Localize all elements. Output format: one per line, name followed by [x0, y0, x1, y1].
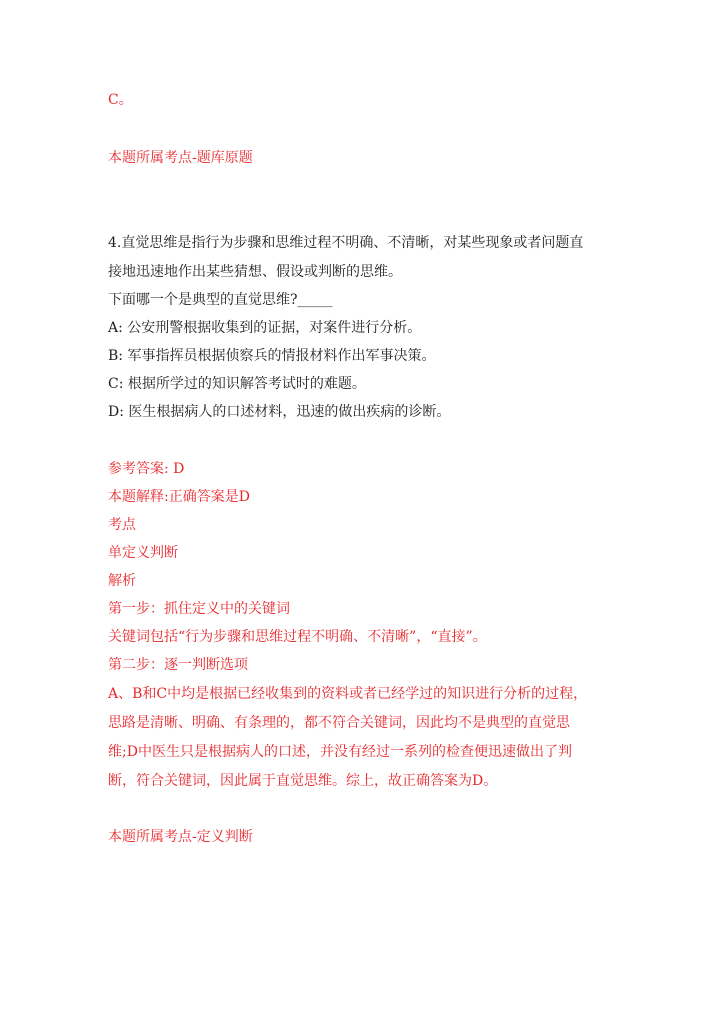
option-b: B: 军事指挥员根据侦察兵的情报材料作出军事决策。 [108, 348, 436, 364]
previous-answer-tail: C。 [108, 92, 133, 108]
explanation-summary: 本题解释:正确答案是D [108, 489, 250, 505]
step-1-title: 第一步：抓住定义中的关键词 [108, 601, 290, 617]
previous-source-tag: 本题所属考点-题库原题 [108, 150, 253, 166]
step-2-line-3: 维;D中医生只是根据病人的口述，并没有经过一系列的检查便迅速做出了判 [108, 744, 572, 760]
step-2-line-1: A、B和C中均是根据已经收集到的资料或者已经学过的知识进行分析的过程， [108, 686, 588, 702]
reference-answer: 参考答案: D [108, 461, 185, 477]
step-2-title: 第二步：逐一判断选项 [108, 657, 248, 673]
option-a: A: 公安刑警根据收集到的证据，对案件进行分析。 [108, 320, 422, 336]
question-stem-line-2: 接地迅速地作出某些猜想、假设或判断的思维。 [108, 264, 402, 280]
jiexi-label: 解析 [108, 573, 136, 589]
option-c: C: 根据所学过的知识解答考试时的难题。 [108, 376, 366, 392]
source-tag: 本题所属考点-定义判断 [108, 829, 253, 845]
question-stem-line-1: 4.直觉思维是指行为步骤和思维过程不明确、不清晰，对某些现象或者问题直 [108, 235, 584, 251]
question-prompt: 下面哪一个是典型的直觉思维?_____ [108, 292, 333, 308]
step-1-detail: 关键词包括“行为步骤和思维过程不明确、不清晰”，“直接”。 [108, 629, 487, 645]
kaodian-value: 单定义判断 [108, 545, 178, 561]
step-2-line-4: 断，符合关键词，因此属于直觉思维。综上，故正确答案为D。 [108, 773, 498, 789]
kaodian-label: 考点 [108, 517, 136, 533]
option-d: D: 医生根据病人的口述材料，迅速的做出疾病的诊断。 [108, 404, 451, 420]
step-2-line-2: 思路是清晰、明确、有条理的，都不符合关键词，因此均不是典型的直觉思 [108, 715, 570, 731]
